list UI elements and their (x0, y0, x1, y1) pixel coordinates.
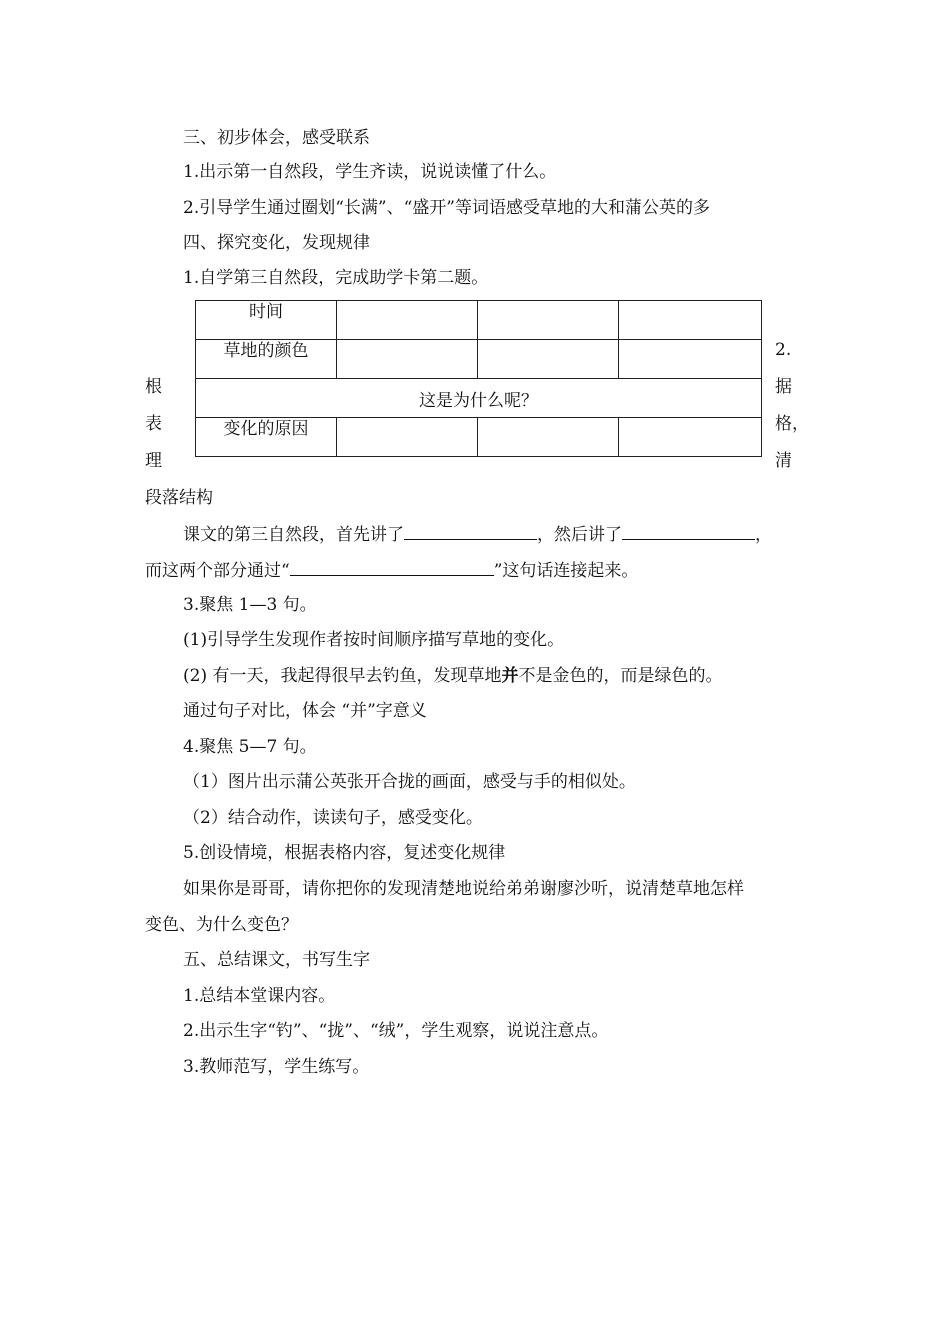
table-cell-reason-label: 变化的原因 (196, 418, 337, 457)
table-cell-question: 这是为什么呢？ (196, 379, 762, 418)
section-4-item-3-2: (2) 有一天，我起得很早去钓鱼，发现草地并不是金色的，而是绿色的。 (183, 666, 723, 686)
section-5-item-2: 2.出示生字“钓”、“拢”、“绒”，学生观察，说说注意点。 (183, 1021, 609, 1041)
table-cell-blank[interactable] (478, 340, 619, 379)
wrap-right-1: 2. (775, 340, 792, 360)
blank-field[interactable] (622, 521, 755, 540)
table-cell-color-label: 草地的颜色 (196, 340, 337, 379)
section-4-item-5: 5.创设情境，根据表格内容，复述变化规律 (183, 843, 506, 863)
blank-field[interactable] (404, 521, 537, 540)
section-4-item-4-2: （2）结合动作，读读句子，感受变化。 (183, 808, 483, 828)
section-5-heading: 五、总结课文，书写生字 (183, 950, 370, 970)
worksheet-table (195, 300, 762, 457)
section-4-item-3-note: 通过句子对比，体会 “并”字意义 (183, 701, 427, 721)
section-4-item-3-1: (1)引导学生发现作者按时间顺序描写草地的变化。 (183, 630, 565, 650)
section-5-item-1: 1.总结本堂课内容。 (183, 986, 336, 1006)
table-row (196, 379, 762, 418)
table-row (196, 418, 762, 457)
section-4-item-1: 1.自学第三自然段，完成助学卡第二题。 (183, 268, 489, 288)
section-4-item-4-1: （1）图片出示蒲公英张开合拢的画面，感受与手的相似处。 (183, 772, 636, 792)
table-cell-blank[interactable] (619, 418, 762, 457)
section-4-item-5-text-b: 变色、为什么变色？ (145, 915, 298, 935)
wrap-right-4: 清 (775, 451, 792, 471)
table-cell-blank[interactable] (337, 340, 478, 379)
wrap-right-2: 据 (775, 377, 792, 397)
section-3-heading: 三、初步体会，感受联系 (183, 128, 370, 148)
section-4-item-2-tail: 段落结构 (145, 488, 213, 508)
table-cell-blank[interactable] (619, 301, 762, 340)
table-cell-blank[interactable] (337, 301, 478, 340)
table-cell-time-label: 时间 (196, 301, 337, 340)
fill-blank-line-2: 而这两个部分通过“ ”这句话连接起来。 (145, 557, 638, 583)
wrap-right-3: 格， (775, 414, 809, 434)
section-4-heading: 四、探究变化，发现规律 (183, 233, 370, 253)
fill-blank-line-1: 课文的第三自然段，首先讲了 ，然后讲了 ， (183, 521, 772, 547)
wrap-left-1: 根 (145, 377, 162, 397)
wrap-left-3: 理 (145, 451, 162, 471)
section-4-item-4: 4.聚焦 5—7 句。 (183, 737, 317, 757)
table-cell-blank[interactable] (478, 301, 619, 340)
section-3-item-1: 1.出示第一自然段，学生齐读，说说读懂了什么。 (183, 162, 557, 182)
table-row (196, 340, 762, 379)
section-4-item-5-text-a: 如果你是哥哥，请你把你的发现清楚地说给弟弟谢廖沙听，说清楚草地怎样 (183, 879, 744, 899)
wrap-left-2: 表 (145, 414, 162, 434)
section-4-item-3: 3.聚焦 1—3 句。 (183, 595, 317, 615)
section-5-item-3: 3.教师范写，学生练写。 (183, 1057, 370, 1077)
table-cell-blank[interactable] (337, 418, 478, 457)
emphasis-char: 并 (501, 666, 519, 686)
section-3-item-2: 2.引导学生通过圈划“长满”、“盛开”等词语感受草地的大和蒲公英的多 (183, 198, 710, 218)
table-row (196, 301, 762, 340)
table-cell-blank[interactable] (619, 340, 762, 379)
table-cell-blank[interactable] (478, 418, 619, 457)
blank-field[interactable] (290, 557, 494, 576)
